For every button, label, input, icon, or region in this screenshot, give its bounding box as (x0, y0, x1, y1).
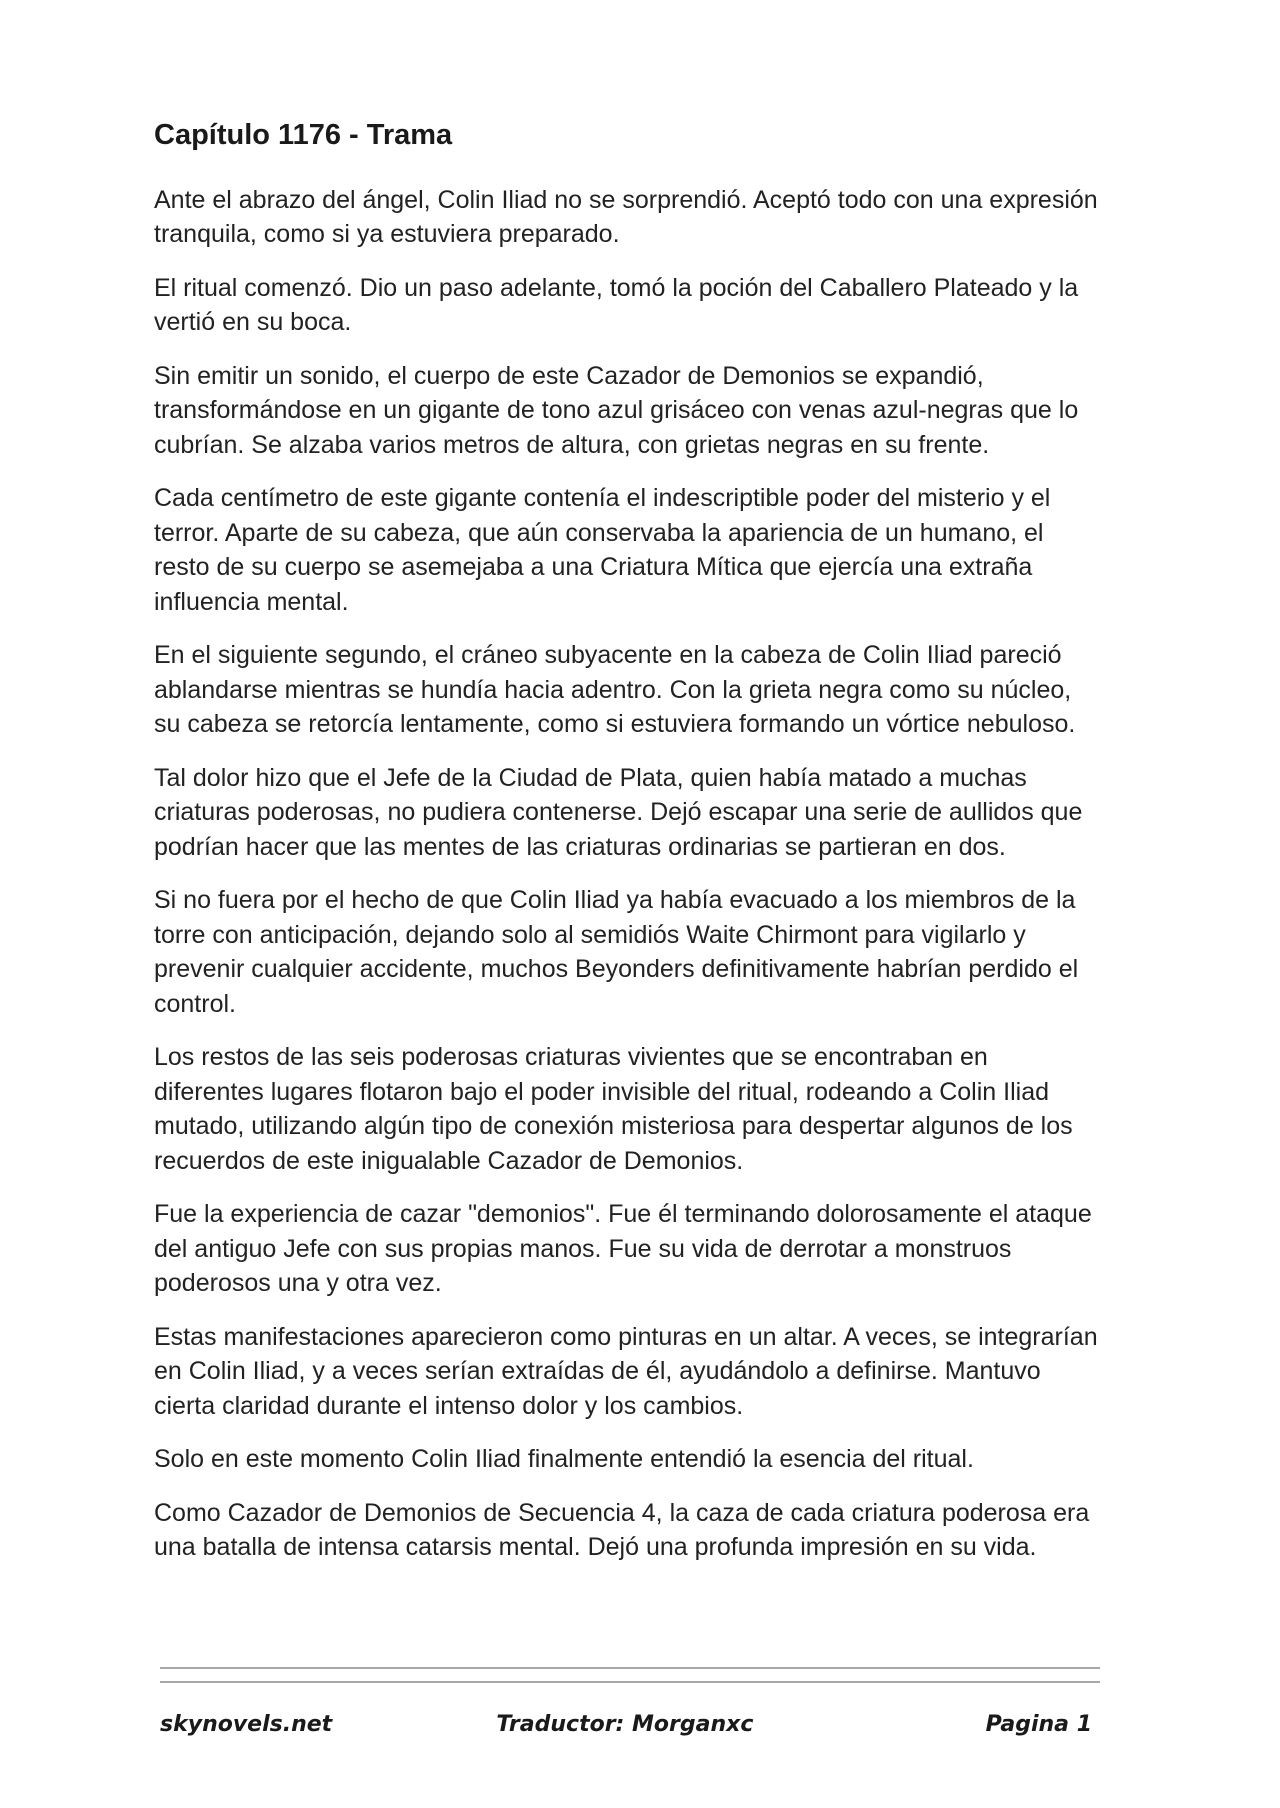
paragraph: Los restos de las seis poderosas criaturas vivientes que se encontraban en diferentes lugares flotaron bajo el poder invisible del ritual, rodeando a Colin Iliad mutado, utilizando algún tipo de conexión misteriosa para despertar algunos de los recuerdos de este inigualable Cazador de Demonios. (154, 1043, 1073, 1175)
chapter-title: Capítulo 1176 - Trama (154, 119, 453, 151)
paragraph: Estas manifestaciones aparecieron como pinturas en un altar. A veces, se integrarían en Colin Iliad, y a veces serían extraídas de él, ayudándolo a definirse. Mantuvo cierta claridad durante el intenso dolor y los cambios. (154, 1322, 1098, 1420)
footer-rule-bottom (160, 1681, 1100, 1683)
footer-translator: Traductor: Morganxc (496, 1712, 754, 1737)
paragraph: Cada centímetro de este gigante contenía el indescriptible poder del misterio y el terror. Aparte de su cabeza, que aún conservaba la apariencia de un humano, el resto de su cuerpo se asemejaba a una Criatura Mítica que ejercía una extraña influencia mental. (154, 484, 1051, 616)
paragraph: Si no fuera por el hecho de que Colin Iliad ya había evacuado a los miembros de la torre con anticipación, dejando solo al semidiós Waite Chirmont para vigilarlo y prevenir cualquier accidente, muchos Beyonders definitivamente habrían perdido el control. (154, 886, 1079, 1018)
paragraph: Tal dolor hizo que el Jefe de la Ciudad de Plata, quien había matado a muchas criaturas poderosas, no pudiera contenerse. Dejó escapar una serie de aullidos que podrían hacer que las mentes de las criaturas ordinarias se partieran en dos. (154, 763, 1083, 861)
paragraph: Como Cazador de Demonios de Secuencia 4, la caza de cada criatura poderosa era una batalla de intensa catarsis mental. Dejó una profunda impresión en su vida. (154, 1498, 1090, 1562)
paragraph: En el siguiente segundo, el cráneo subyacente en la cabeza de Colin Iliad pareció ablandarse mientras se hundía hacia adentro. Con la grieta negra como su núcleo, su cabeza se retorcía lentamente, como si estuviera formando un vórtice nebuloso. (154, 641, 1076, 739)
paragraph: Fue la experiencia de cazar "demonios". Fue él terminando dolorosamente el ataque del antiguo Jefe con sus propias manos. Fue su vida de derrotar a monstruos poderosos una y otra vez. (154, 1200, 1092, 1298)
footer-page-number: Pagina 1 (985, 1712, 1092, 1737)
paragraph: Ante el abrazo del ángel, Colin Iliad no se sorprendió. Aceptó todo con una expresión tranquila, como si ya estuviera preparado. (154, 185, 1098, 249)
document-page (154, 118, 1104, 1584)
footer-divider (160, 1667, 1100, 1695)
paragraph: Solo en este momento Colin Iliad finalmente entendió la esencia del ritual. (154, 1445, 974, 1474)
paragraph: Sin emitir un sonido, el cuerpo de este Cazador de Demonios se expandió, transformándose en un gigante de tono azul grisáceo con venas azul-negras que lo cubrían. Se alzaba varios metros de altura, con grietas negras en su frente. (154, 361, 1079, 459)
footer-rule-top (160, 1667, 1100, 1669)
footer-site: skynovels.net (160, 1712, 333, 1737)
paragraph: El ritual comenzó. Dio un paso adelante, tomó la poción del Caballero Plateado y la vertió en su boca. (154, 273, 1079, 337)
page-footer (160, 1712, 1100, 1752)
